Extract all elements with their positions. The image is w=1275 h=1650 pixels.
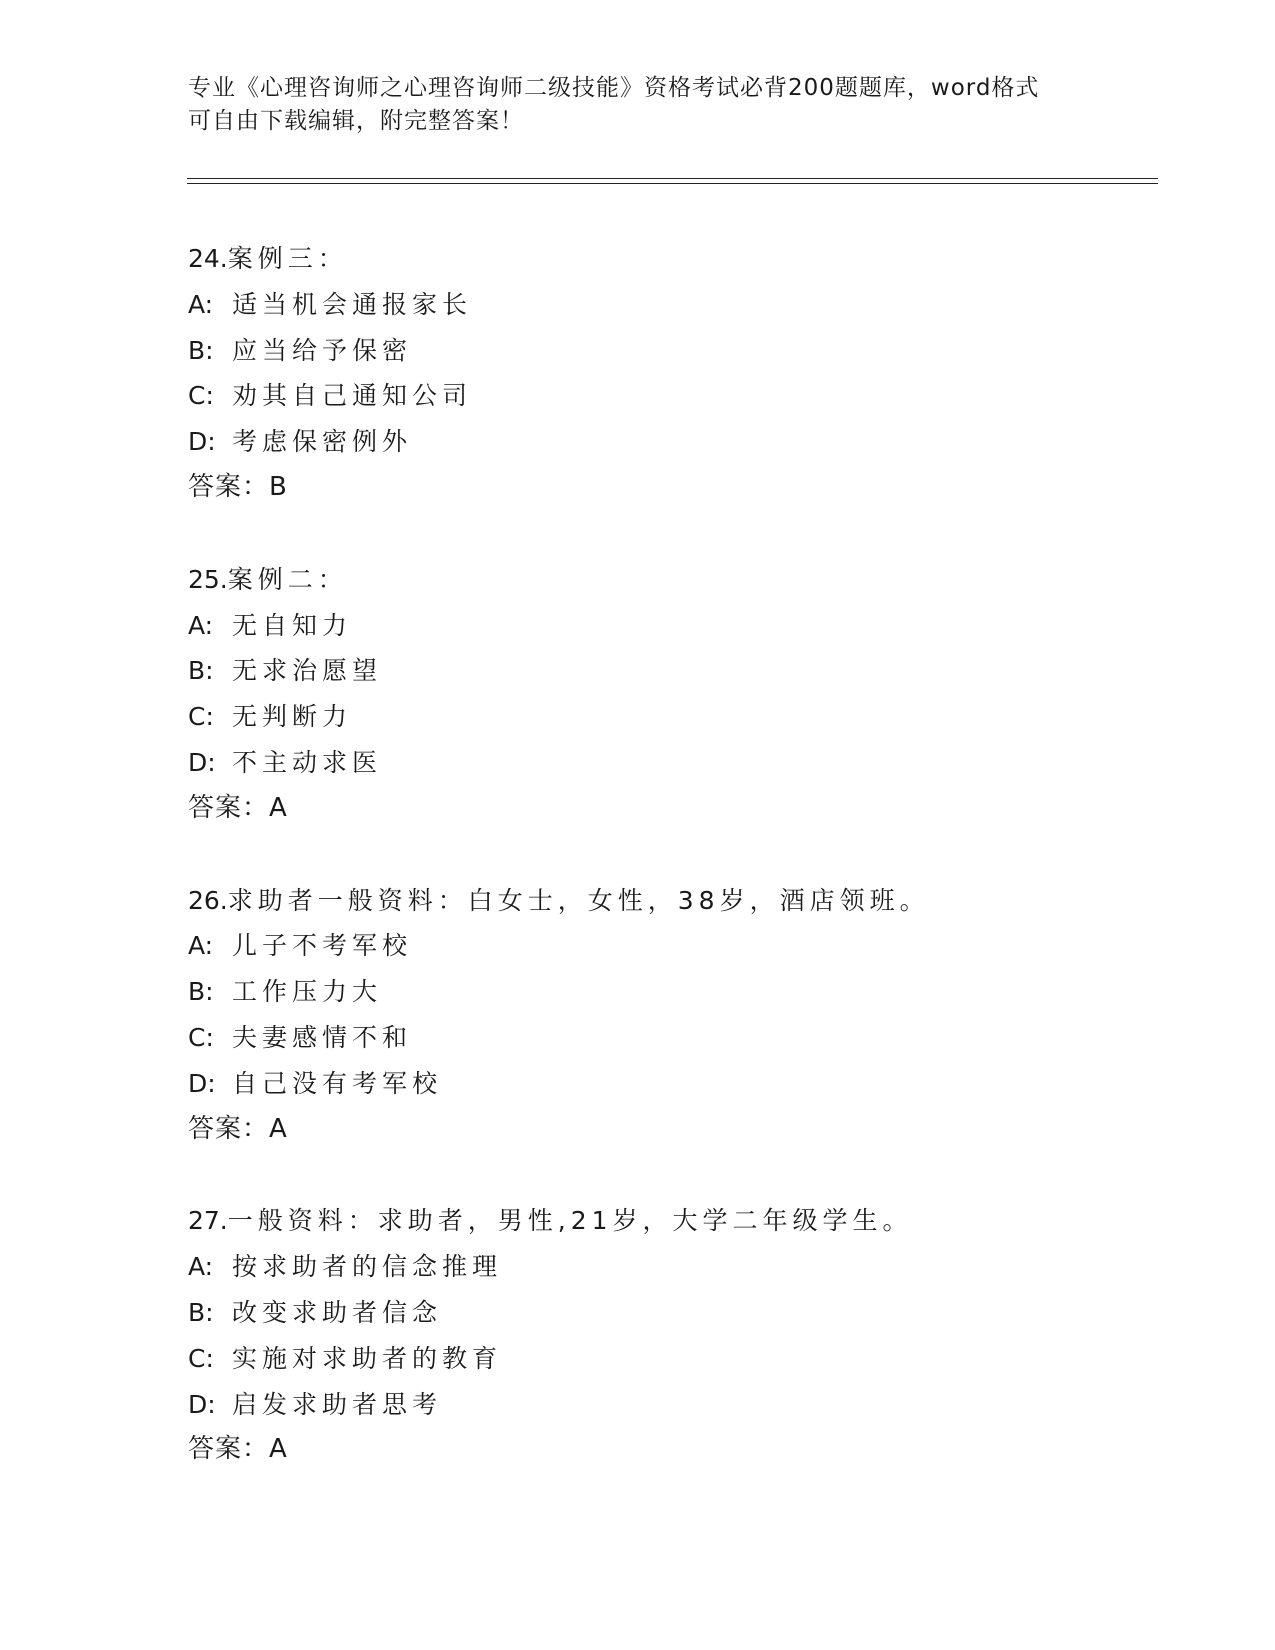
- option-key: A:: [188, 610, 214, 640]
- option-b: [188, 648, 1148, 694]
- option-text: 劝其自己通知公司: [232, 381, 473, 411]
- option-d: [188, 419, 1148, 465]
- question-26: [188, 878, 1148, 1153]
- question-text: 求助者一般资料：白女士，女性，38岁，酒店领班。: [227, 885, 930, 915]
- option-text: 自己没有考军校: [232, 1068, 443, 1098]
- question-25: [188, 557, 1148, 832]
- option-key: A:: [188, 931, 214, 961]
- question-list: [188, 236, 1148, 1519]
- option-b: [188, 1290, 1148, 1336]
- option-key: C:: [188, 702, 214, 732]
- option-a: [188, 603, 1148, 649]
- option-text: 夫妻感情不和: [232, 1022, 413, 1052]
- option-key: A:: [188, 289, 214, 319]
- question-24: [188, 236, 1148, 511]
- answer-line: 答案：B: [188, 471, 288, 502]
- option-key: C:: [188, 1022, 214, 1052]
- option-a: [188, 923, 1148, 969]
- option-b: [188, 328, 1148, 374]
- option-key: B:: [188, 656, 214, 686]
- question-title: [188, 1198, 1148, 1244]
- option-d: [188, 1061, 1148, 1107]
- option-key: D:: [188, 747, 216, 777]
- option-text: 不主动求医: [232, 747, 383, 777]
- question-title: [188, 557, 1148, 603]
- answer-line: 答案：A: [188, 1113, 288, 1144]
- question-27: [188, 1198, 1148, 1473]
- question-number: 25.: [188, 564, 228, 594]
- option-text: 工作压力大: [232, 977, 383, 1007]
- option-c: [188, 1015, 1148, 1061]
- document-header: [188, 72, 1088, 138]
- option-text: 按求助者的信念推理: [232, 1252, 503, 1282]
- option-key: D:: [188, 1068, 216, 1098]
- option-c: [188, 1336, 1148, 1382]
- option-text: 改变求助者信念: [232, 1297, 443, 1327]
- question-text: 案例二：: [227, 564, 348, 594]
- answer-line: 答案：A: [188, 792, 288, 823]
- question-text: 案例三：: [227, 244, 348, 273]
- header-divider-top: [187, 178, 1158, 179]
- option-a: [188, 282, 1148, 328]
- option-c: [188, 694, 1148, 740]
- option-key: B:: [188, 335, 214, 365]
- option-c: [188, 373, 1148, 419]
- option-key: A:: [188, 1252, 214, 1282]
- answer-line: 答案：A: [188, 1434, 288, 1465]
- header-line-2: 可自由下载编辑，附完整答案！: [188, 108, 524, 134]
- option-text: 实施对求助者的教育: [232, 1343, 503, 1373]
- option-b: [188, 969, 1148, 1015]
- question-title: [188, 878, 1148, 924]
- option-text: 考虑保密例外: [232, 427, 413, 457]
- question-number: 27.: [188, 1206, 228, 1236]
- option-a: [188, 1244, 1148, 1290]
- option-text: 无判断力: [232, 702, 353, 732]
- option-text: 儿子不考军校: [232, 931, 413, 961]
- option-d: [188, 740, 1148, 786]
- question-text: 一般资料：求助者，男性,21岁，大学二年级学生。: [227, 1206, 913, 1236]
- header-line-1: 专业《心理咨询师之心理咨询师二级技能》资格考试必背200题题库，word格式: [188, 75, 1040, 101]
- question-number: 26.: [188, 885, 228, 915]
- option-key: C:: [188, 1343, 214, 1373]
- option-key: D:: [188, 427, 216, 457]
- option-text: 启发求助者思考: [232, 1389, 443, 1419]
- option-text: 应当给予保密: [232, 335, 413, 365]
- option-key: C:: [188, 381, 214, 411]
- question-title: [188, 236, 1148, 282]
- option-key: B:: [188, 977, 214, 1007]
- option-text: 适当机会通报家长: [232, 289, 473, 319]
- question-number: 24.: [188, 244, 228, 273]
- option-text: 无求治愿望: [232, 656, 383, 686]
- header-divider-bottom: [187, 183, 1158, 184]
- option-key: D:: [188, 1389, 216, 1419]
- option-d: [188, 1382, 1148, 1428]
- option-text: 无自知力: [232, 610, 353, 640]
- option-key: B:: [188, 1297, 214, 1327]
